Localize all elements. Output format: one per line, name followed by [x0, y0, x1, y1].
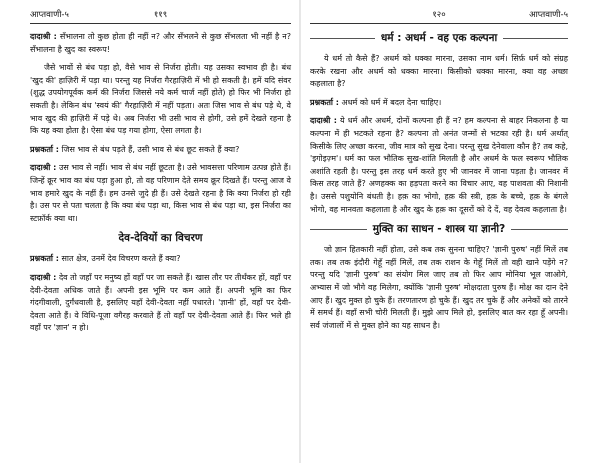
paragraph-text: अधर्म को धर्म में बदल देना चाहिए।: [341, 97, 442, 107]
paragraph-text: उस भाव से नहीं। भाव से बंध नहीं छूटता है। उसे भावसत्ता परिणाम उत्पन्न होते हैं। जिन्हें क्रूर भाव का बंध पड़ा हुआ हो, तो वह परिणाम देते समय क्रूर दिखते हैं। परन्तु आज वे भाव हमारे खुद के नहीं हैं। हम उनसे जुदे ही हैं। उसे देखते रहना है कि क्या निर्जरा हो रही है। उस पर से पता चलता है कि क्या बंध पड़ा था, किस भाव से बंध पड़ा था, इस निर्जरा का स्टफ़ॉर्क क्या था।: [30, 163, 291, 223]
heading-rule-left: [310, 38, 375, 39]
heading-rule-right: [511, 229, 568, 230]
paragraph-text: ये धर्म और अधर्म, दोनों कल्पना ही हैं न? हम कल्पना से बाहर निकलना है या कल्पना में ही भटकते रहना है? कल्पना तो अनंत जन्मों से भटका रही है। धर्म अर्थात् किसीके लिए अच्छा करना, जीव मात्र को सुख देना। परन्तु सुख देनेवाला कौन है? तब कहे, 'इगोइज़्म'। धर्म का फल भौतिक सुख-शांति मिलती है और अधर्म के फल स्वरूप भौतिक अशांति रहती है। परन्तु इस तरह धर्म करते हुए भी जानवर में जाना पड़ता है। जानवर में किस तरह जाते हैं? अणहक्क का हड़पता करने का विचार आए, वह पाशवता की निशानी है। उससे पशुयोनि बंधती है। हक़ का भोगो, हक़ की स्त्री, हक़ के बच्चे, हक़ के बंगले भोगो, वह मानवता कहलाता है और खुद के हक़ का दूसरों को दे दें, वह देवत्व कहलाता है।: [310, 116, 568, 214]
right-header-rule: [310, 23, 568, 24]
paragraph: [30, 272, 291, 335]
section-heading-text: देव-देवियों का विचरण: [118, 232, 203, 245]
speaker-label: प्रश्नकर्ता :: [310, 97, 339, 107]
paragraph: [30, 162, 291, 225]
paragraph: [310, 97, 568, 110]
paragraph-text: सँभालना तो कुछ होता ही नहीं न? और सँभलने से कुछ सँभलता भी नहीं है न? सँभालना है खुद का स्वरूप!: [30, 32, 291, 54]
paragraph-text: देव तो जहाँ पर मनुष्य हों वहाँ पर जा सकते हैं। खास तौर पर तीर्थंकर हों, वहाँ पर देवी-देवता अधिक जाते हैं। अपनी इस भूमि पर कम आते हैं। अपनी भूमि का फिर गंदगीवाली, दुर्गंधवाली है, इसलिए यहाँ देवी-देवता नहीं पधारते। 'ज्ञानी' हों, वहाँ पर देवी-देवता आते हैं। वे विधि-पूजा वगैरह करवाते हैं तो वहाँ पर देवी-देवता आते हैं। फिर भले ही वहाँ पर 'ज्ञान' न हो।: [30, 272, 291, 333]
heading-rule-right: [503, 38, 568, 39]
section-heading: [310, 31, 568, 45]
section-heading-text: धर्म : अधर्म - वह एक कल्पना: [380, 32, 498, 44]
section-heading: [310, 222, 568, 236]
left-page-number: ११९: [153, 10, 168, 20]
paragraph-text: जिस भाव से बंध पड़ते हैं, उसी भाव से बंध छूट सकते हैं क्या?: [61, 144, 240, 154]
right-running-header: [310, 8, 568, 22]
paragraph: [30, 144, 291, 157]
speaker-label: दादाश्री :: [30, 272, 57, 282]
paragraph: [30, 62, 291, 138]
speaker-label: दादाश्री :: [30, 163, 57, 173]
left-page: [0, 0, 299, 463]
right-page: [301, 0, 600, 463]
paragraph-text: जो ज्ञान हितकारी नहीं होता, उसे कब तक सुनना चाहिए? 'ज्ञानी पुरुष' नहीं मिलें तब तक। तब तक इंदौरी गेहूँ नहीं मिलें, तब तक राशन के गेहूँ मिलें तो वही खाने पड़ेंगे न? परन्तु यदि 'ज्ञानी पुरुष' का संयोग मिल जाए तब तो फिर आप मोनिया भूल जाओगे, अभ्यास में जो भौगे वह मिलेगा, क्योंकि 'ज्ञानी पुरुष' मोक्षदाता पुरुष हैं। मोक्ष का दान देने आए हैं। खुद मुक्त हो चुके हैं। तरणतारण हो चुके हैं। खुद तर चुके हैं और अनेकों को तारने में समर्थ हैं। वहाँ सभी चोरी मिलती हैं। मुझे आप मिले हो, इसलिए बात कर रहा हूँ अपनी। सर्व जंजालों में से मुक्त होने का यह साधन है।: [310, 245, 568, 330]
paragraph: [30, 253, 291, 266]
paragraph-text: सात क्षेत्र, उनमें देव विचरण करते हैं क्या?: [61, 254, 181, 264]
section-heading: [30, 231, 291, 245]
left-header-title: आप्तवाणी-५: [30, 10, 69, 20]
paragraph-text: ये धर्म तो कैसे हैं? अधर्म को धक्का मारना, उसका नाम धर्म। सिर्फ़ धर्म को संग्रह करके रखना और अधर्म को धक्का मारना। किसीको धक्का मारना, क्या वह अच्छा कहलाता है?: [310, 54, 568, 89]
heading-rule-left: [310, 229, 367, 230]
paragraph: [310, 244, 568, 332]
right-page-number: १२०: [432, 10, 446, 20]
paragraph: [310, 115, 568, 216]
speaker-label: दादाश्री :: [30, 32, 57, 41]
paragraph: [310, 53, 568, 91]
paragraph: [30, 31, 291, 56]
right-header-title: आप्तवाणी-५: [529, 10, 568, 20]
left-running-header: [30, 8, 291, 22]
paragraph-text: जैसे भावों से बंध पड़ा हो, वैसे भाव से निर्जरा होती। यह उसका स्वभाव ही है। बंध 'खुद की' हाज़िरी में पड़ा था। परन्तु यह निर्जरा गैरहाज़िरी में भी हो सकती है। हमें यदि संवर (शुद्ध उपयोगपूर्वक कर्म की निर्जरा जिससे नये कर्म चार्ज नहीं होते) हो फिर भी निर्जरा हो सकती है। लेकिन बंध 'स्वयं की' गैरहाज़िरी में नहीं पड़ता। अतः जिस भाव से बंध पड़े थे, वे भाव खुद की हाज़िरी में पड़े थे। अब निर्जरा भी उसी भाव से होगी, उसे हमें देखते रहना है कि यह क्या होता है। ऐसा बंध पड़ गया होगा, ऐसा लगता है।: [30, 63, 291, 136]
speaker-label: प्रश्नकर्ता :: [30, 254, 59, 264]
speaker-label: प्रश्नकर्ता :: [30, 144, 59, 154]
section-heading-text: मुक्ति का साधन - शास्त्र या ज्ञानी?: [372, 223, 506, 236]
left-header-rule: [30, 23, 291, 24]
speaker-label: दादाश्री :: [310, 116, 337, 126]
